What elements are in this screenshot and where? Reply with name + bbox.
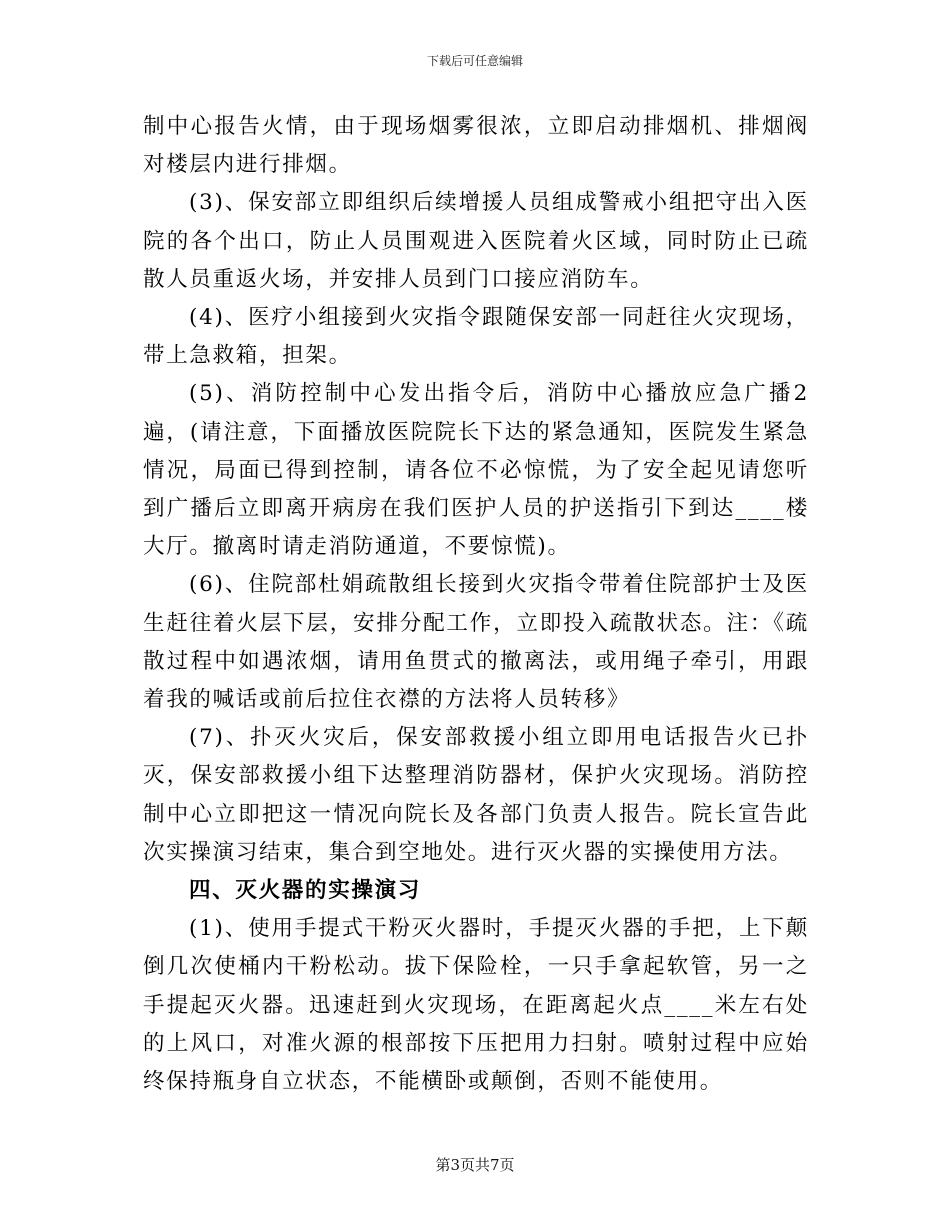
document-body: [143, 108, 809, 1101]
page-number: 第3页共7页: [435, 1156, 515, 1174]
paragraph-extinguisher-1: (1)、使用手提式干粉灭火器时，手提灭火器的手把，上下颠倒几次使桶内干粉松动。拔下保险栓，一只手拿起软管，另一之手提起灭火器。迅速赶到火灾现场，在距离起火点____米左右处的上风口，对准火源的根部按下压把用力扫射。喷射过程中应始终保持瓶身自立状态，不能横卧或颠倒，否则不能使用。: [143, 916, 809, 1095]
paragraph-item-3: (3)、保安部立即组织后续增援人员组成警戒小组把守出入医院的各个出口，防止人员围观进入医院着火区域，同时防止已疏散人员重返火场，并安排人员到门口接应消防车。: [143, 190, 809, 292]
paragraph-item-4: (4)、医疗小组接到火灾指令跟随保安部一同赶往火灾现场，带上急救箱，担架。: [143, 305, 809, 369]
paragraph-item-5: (5)、消防控制中心发出指令后，消防中心播放应急广播2遍，(请注意，下面播放医院院长下达的紧急通知，医院发生紧急情况，局面已得到控制，请各位不必惊慌，为了安全起见请您听到广播后立即离开病房在我们医护人员的护送指引下到达____楼大厅。撤离时请走消防通道，不要惊慌)。: [143, 381, 809, 560]
paragraph-item-7: (7)、扑灭火灾后，保安部救援小组立即用电话报告火已扑灭，保安部救援小组下达整理消防器材，保护火灾现场。消防控制中心立即把这一情况向院长及各部门负责人报告。院长宣告此次实操演习结束，集合到空地处。进行灭火器的实操使用方法。: [143, 725, 809, 865]
section-heading: 四、灭火器的实操演习: [189, 878, 422, 904]
paragraph-continuation: 制中心报告火情，由于现场烟雾很浓，立即启动排烟机、排烟阀对楼层内进行排烟。: [143, 114, 809, 178]
paragraph-item-6: (6)、住院部杜娟疏散组长接到火灾指令带着住院部护士及医生赶往着火层下层，安排分配工作，立即投入疏散状态。注：《疏散过程中如遇浓烟，请用鱼贯式的撤离法，或用绳子牵引，用跟着我的喊话或前后拉住衣襟的方法将人员转移》: [143, 572, 809, 713]
header-note: 下载后可任意编辑: [426, 54, 523, 68]
